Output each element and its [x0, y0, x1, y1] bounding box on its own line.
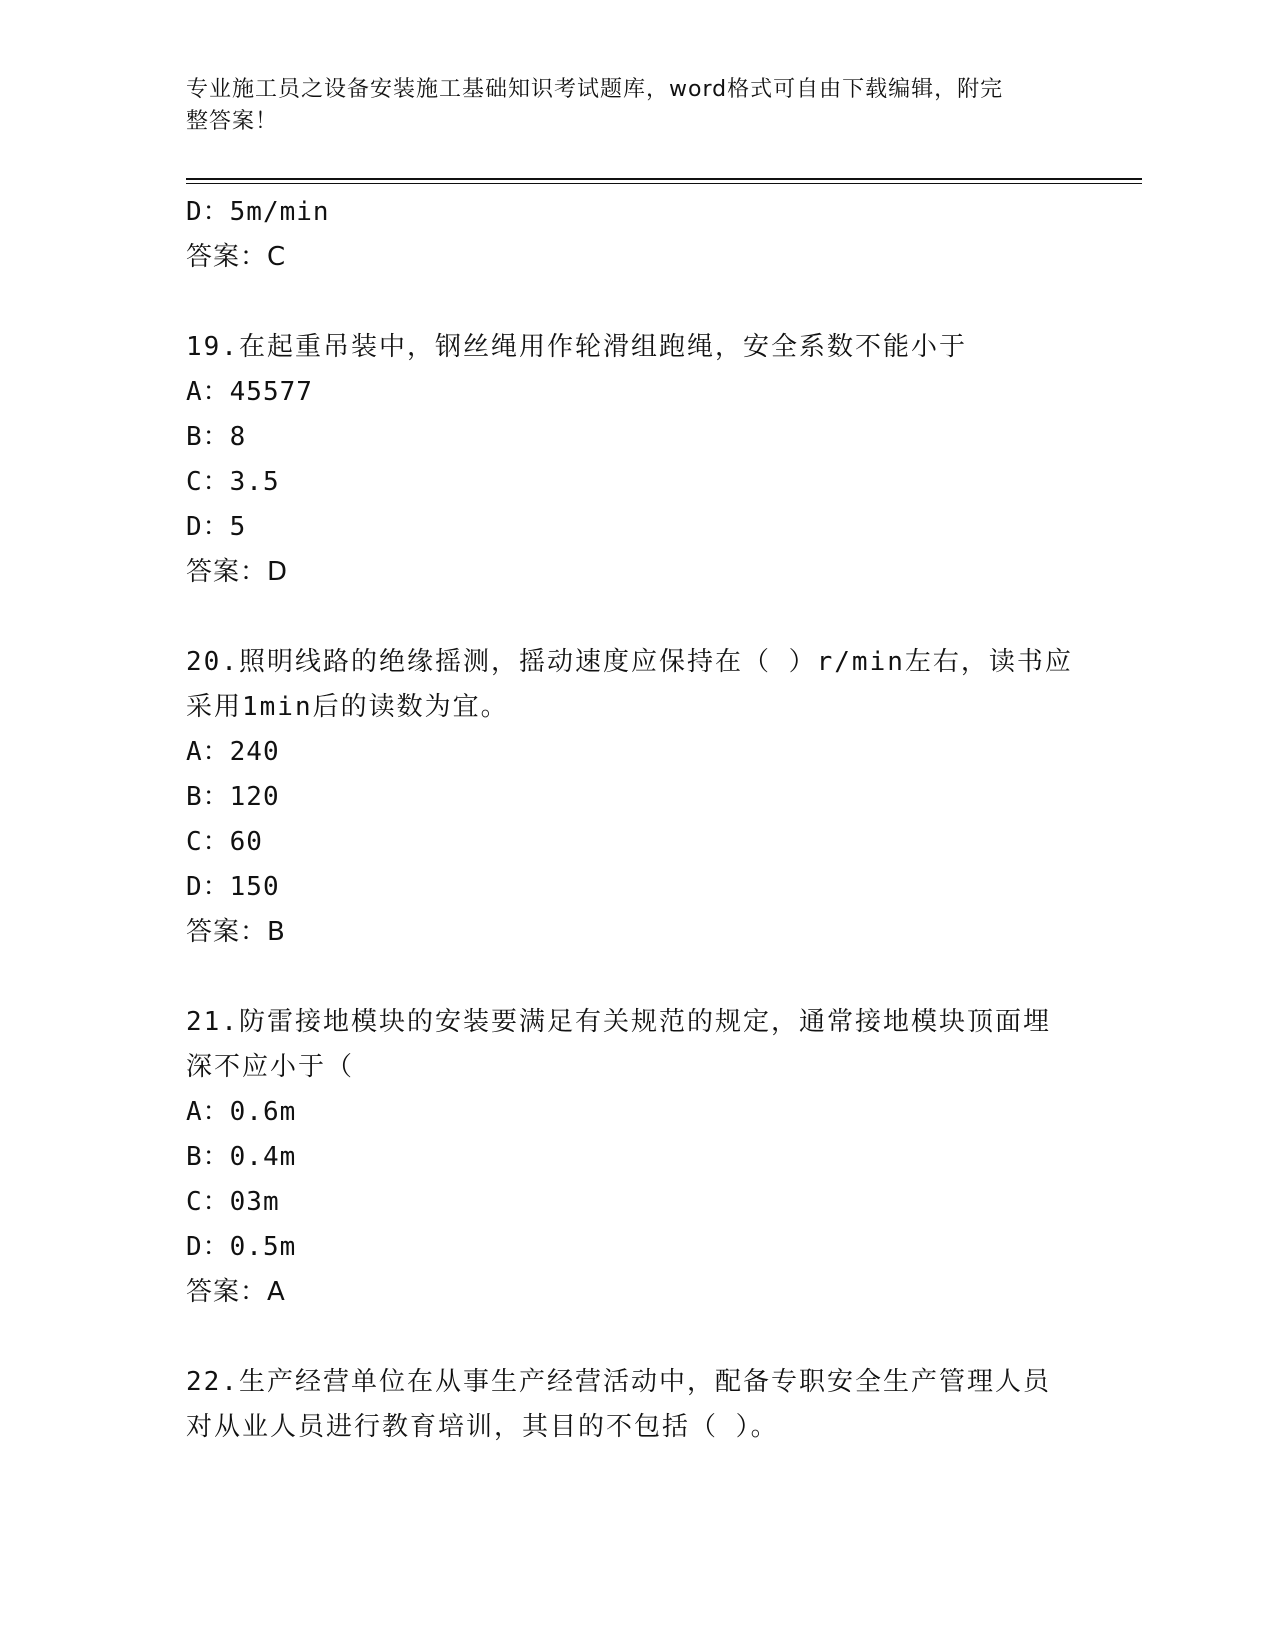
- option-c: C：03m: [186, 1187, 280, 1217]
- answer-line: 答案：B: [186, 917, 286, 947]
- option-a: A：0.6m: [186, 1097, 297, 1127]
- question-text-continued: 深不应小于（: [186, 1052, 355, 1082]
- option-b: B：0.4m: [186, 1142, 297, 1172]
- question-text: 21.防雷接地模块的安装要满足有关规范的规定，通常接地模块顶面埋: [186, 1007, 1051, 1037]
- question-19: [186, 325, 1106, 595]
- question-text: 19.在起重吊装中，钢丝绳用作轮滑组跑绳，安全系数不能小于: [186, 332, 967, 362]
- option-c: C：60: [186, 827, 263, 857]
- option-d: D：5m/min: [186, 197, 330, 227]
- question-22: [186, 1360, 1106, 1450]
- question-text: 20.照明线路的绝缘摇测，摇动速度应保持在（ ）r/min左右，读书应: [186, 647, 1073, 677]
- header-rule-thick: [186, 178, 1142, 180]
- header-line-1: 专业施工员之设备安装施工基础知识考试题库，word格式可自由下载编辑，附完: [186, 77, 1004, 102]
- question-list: [186, 190, 1106, 1450]
- header-rule-thin: [186, 183, 1142, 184]
- question-text-continued: 对从业人员进行教育培训，其目的不包括（ ）。: [186, 1412, 779, 1442]
- option-a: A：45577: [186, 377, 313, 407]
- option-b: B：8: [186, 422, 247, 452]
- answer-line: 答案：D: [186, 557, 289, 587]
- answer-line: 答案：C: [186, 242, 287, 272]
- previous-question-tail: [186, 190, 1106, 280]
- option-d: D：150: [186, 872, 280, 902]
- header-line-2: 整答案！: [186, 109, 279, 134]
- option-c: C：3.5: [186, 467, 280, 497]
- question-20: [186, 640, 1106, 955]
- question-text: 22.生产经营单位在从事生产经营活动中，配备专职安全生产管理人员: [186, 1367, 1051, 1397]
- answer-line: 答案：A: [186, 1277, 286, 1307]
- document-header: [186, 74, 1086, 138]
- option-d: D：0.5m: [186, 1232, 297, 1262]
- option-a: A：240: [186, 737, 280, 767]
- question-21: [186, 1000, 1106, 1315]
- option-d: D：5: [186, 512, 247, 542]
- question-text-continued: 采用1min后的读数为宜。: [186, 692, 509, 722]
- option-b: B：120: [186, 782, 280, 812]
